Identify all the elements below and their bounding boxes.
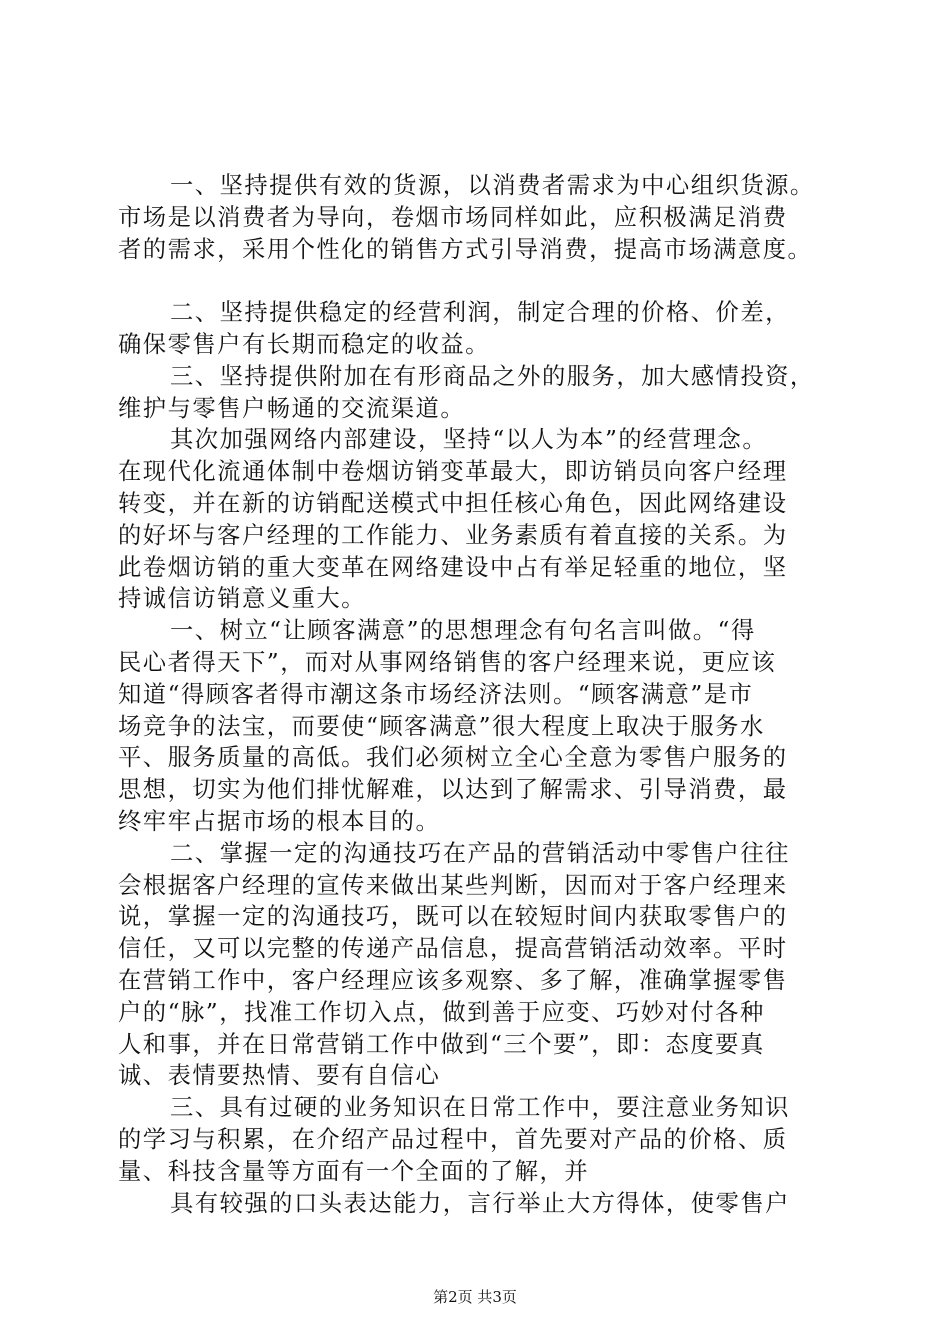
text-line: 会根据客户经理的宣传来做出某些判断，因而对于客户经理来 — [118, 871, 788, 899]
text-line: 场竞争的法宝，而要使“顾客满意”很大程度上取决于服务水 — [118, 712, 765, 740]
text-line: 思想，切实为他们排忧解难，以达到了解需求、引导消费，最 — [118, 776, 788, 804]
text-line: 具有较强的口头表达能力，言行举止大方得体，使零售户 — [170, 1189, 790, 1217]
text-line: 三、具有过硬的业务知识在日常工作中，要注意业务知识 — [170, 1094, 790, 1122]
text-line: 二、掌握一定的沟通技巧在产品的营销活动中零售户往往 — [170, 839, 790, 867]
text-line: 人和事，并在日常营销工作中做到“三个要”，即：态度要真 — [118, 1030, 765, 1058]
text-line: 知道“得顾客者得市潮这条市场经济法则。“顾客满意”是市 — [118, 680, 754, 708]
text-line: 在营销工作中，客户经理应该多观察、多了解，准确掌握零售 — [118, 966, 788, 994]
paragraph-gap — [118, 265, 860, 297]
document-body — [118, 170, 860, 1219]
text-line: 民心者得天下”，而对从事网络销售的客户经理来说，更应该 — [118, 648, 777, 676]
text-line: 说，掌握一定的沟通技巧，既可以在较短时间内获取零售户的 — [118, 903, 788, 931]
text-line: 的学习与积累，在介绍产品过程中，首先要对产品的价格、质 — [118, 1125, 788, 1153]
text-line: 信任，又可以完整的传递产品信息，提高营销活动效率。平时 — [118, 935, 788, 963]
text-line: 一、坚持提供有效的货源，以消费者需求为中心组织货源。 — [170, 172, 815, 199]
page-footer: 第2页 共3页 — [433, 1288, 517, 1306]
text-line: 三、坚持提供附加在有形商品之外的服务，加大感情投资， — [170, 362, 815, 390]
text-line: 维护与零售户畅通的交流渠道。 — [118, 394, 466, 422]
text-line: 确保零售户有长期而稳定的收益。 — [118, 330, 490, 358]
text-line: 的好坏与客户经理的工作能力、业务素质有着直接的关系。为 — [118, 521, 788, 549]
text-line: 市场是以消费者为导向，卷烟市场同样如此，应积极满足消费 — [118, 203, 788, 231]
text-line: 者的需求，采用个性化的销售方式引导消费，提高市场满意度。 — [118, 235, 813, 263]
text-line: 诚、表情要热情、要有自信心 — [118, 1062, 441, 1090]
text-line: 户的“脉”，找准工作切入点，做到善于应变、巧妙对付各种 — [118, 998, 765, 1026]
text-line: 二、坚持提供稳定的经营利润，制定合理的价格、价差， — [170, 299, 790, 327]
text-line: 持诚信访销意义重大。 — [118, 585, 366, 613]
text-line: 此卷烟访销的重大变革在网络建设中占有举足轻重的地位，坚 — [118, 553, 788, 581]
text-line: 其次加强网络内部建设，坚持“以人为本”的经营理念。 — [170, 426, 768, 454]
text-line: 量、科技含量等方面有一个全面的了解，并 — [118, 1157, 590, 1185]
text-line: 转变，并在新的访销配送模式中担任核心角色，因此网络建设 — [118, 489, 788, 517]
text-line: 一、树立“让顾客满意”的思想理念有句名言叫做。“得 — [170, 617, 756, 645]
text-line: 终牢牢占据市场的根本目的。 — [118, 807, 441, 835]
text-line: 平、服务质量的高低。我们必须树立全心全意为零售户服务的 — [118, 744, 788, 772]
text-line: 在现代化流通体制中卷烟访销变革最大，即访销员向客户经理 — [118, 458, 788, 486]
